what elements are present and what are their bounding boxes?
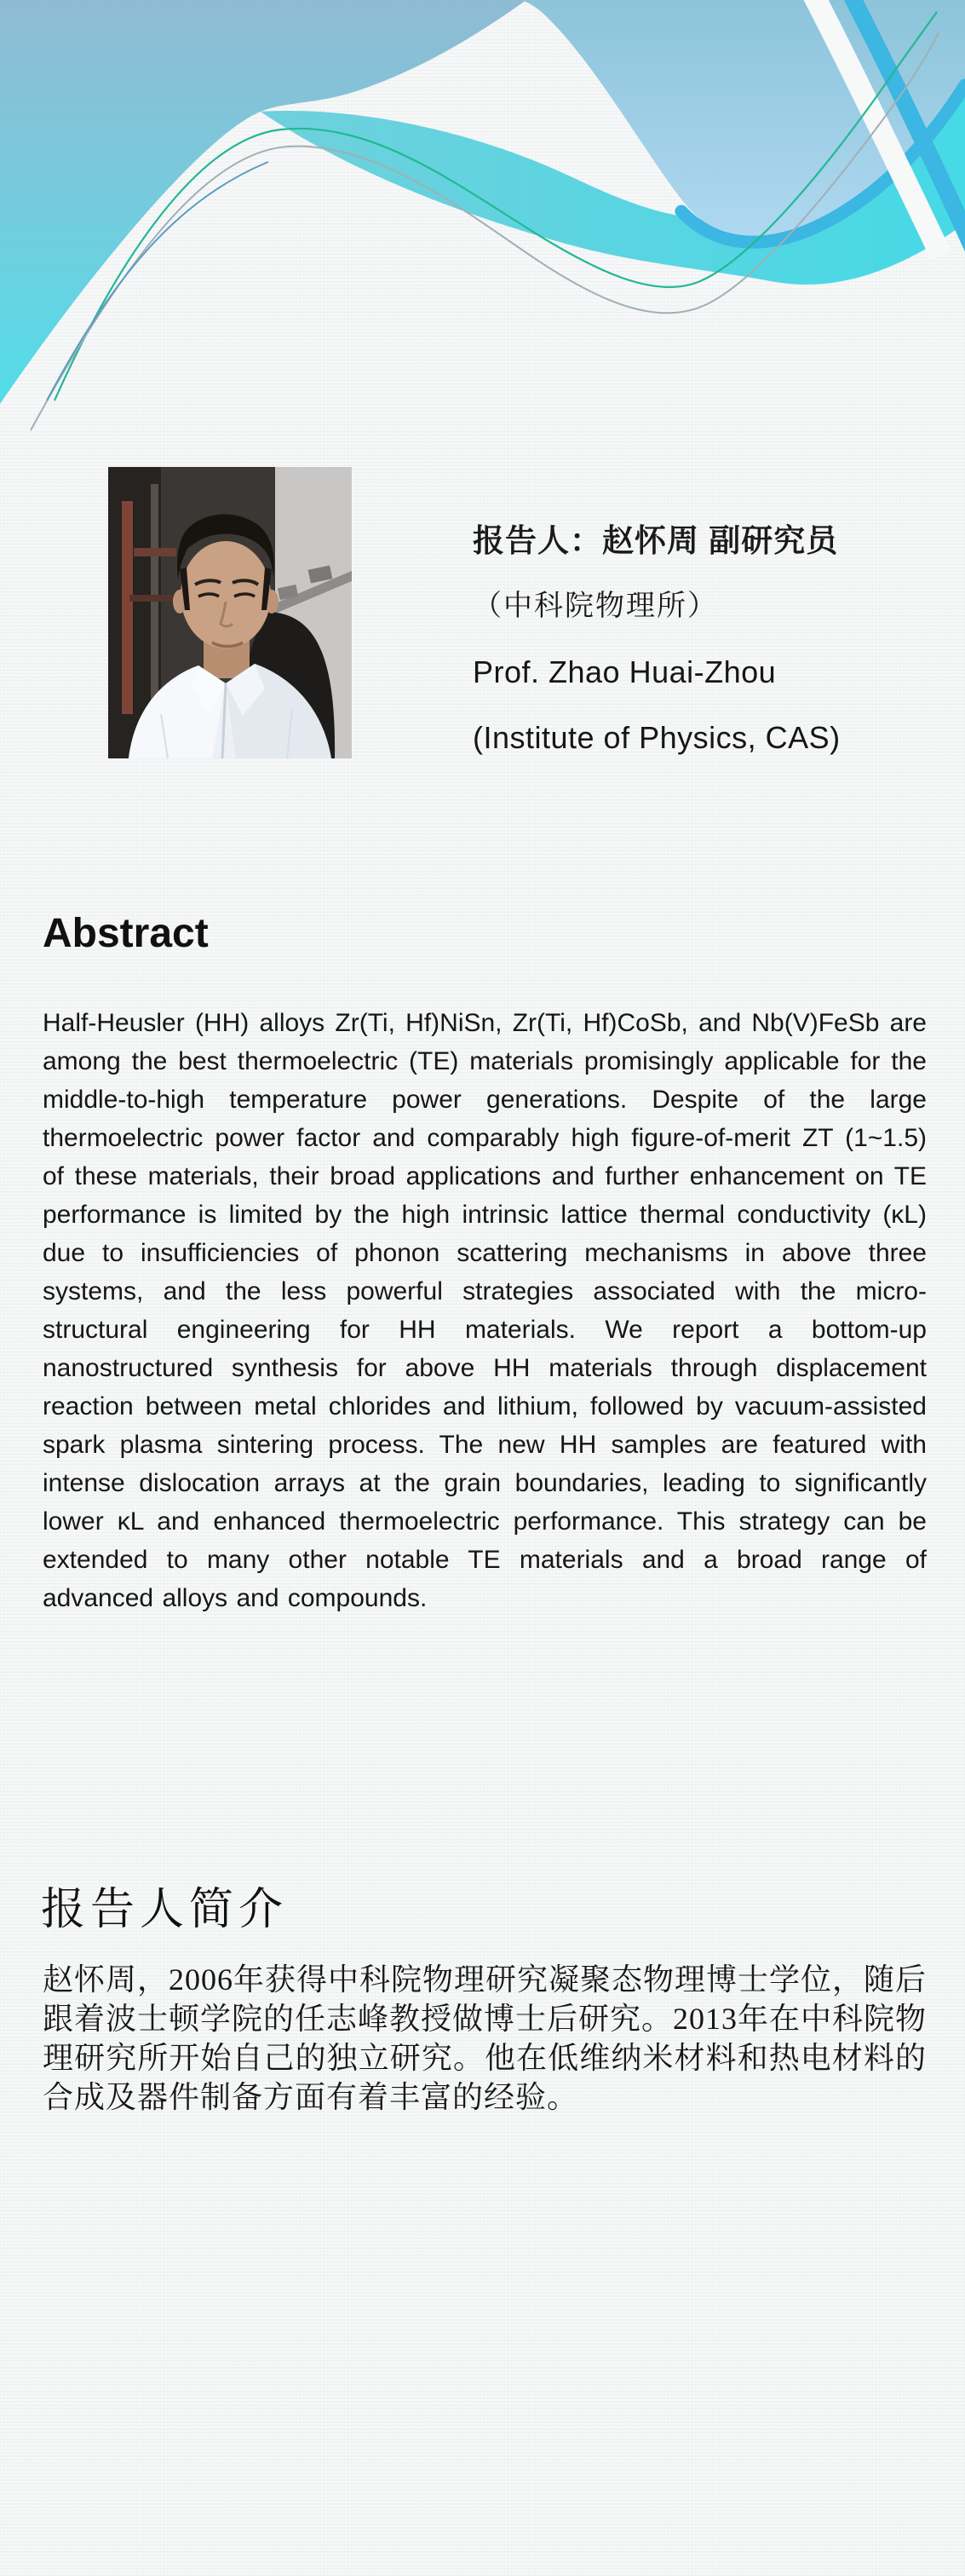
speaker-portrait-illustration <box>108 467 352 758</box>
abstract-heading: Abstract <box>43 911 209 956</box>
abstract-body: Half-Heusler (HH) alloys Zr(Ti, Hf)NiSn, Zr(Ti, Hf)CoSb, and Nb(V)FeSb are among the best thermoelectric (TE) materials promisingly applicable for the middle-to-high temperature power generations. Despite of the large thermoelectric power factor and comparably high figure-of-merit ZT (1~1.5) of these materials, their broad applications and further enhancement on TE performance is limited by the high intrinsic lattice thermal conductivity (κL) due to insufficiencies of phonon scattering mechanisms in above three systems, and the less powerful strategies associated with the micro-structural engineering for HH materials. We report a bottom-up nanostructured synthesis for above HH materials through displacement reaction between metal chlorides and lithium, followed by vacuum-assisted spark plasma sintering process. The new HH samples are featured with intense dislocation arrays at the grain boundaries, leading to significantly lower κL and enhanced thermoelectric performance. This strategy can be extended to many other notable TE materials and a broad range of advanced alloys and compounds. <box>43 1009 927 1612</box>
speaker-name-en: Prof. Zhao Huai-Zhou <box>473 654 777 689</box>
speaker-affiliation-cn: （中科院物理所） <box>473 591 718 622</box>
speaker-name-cn: 报告人：赵怀周 副研究员 <box>473 523 839 558</box>
speaker-info <box>473 508 933 770</box>
bio-heading: 报告人简介 <box>41 1886 289 1934</box>
speaker-photo <box>108 467 352 758</box>
bio-body: 赵怀周，2006年获得中科院物理研究凝聚态物理博士学位，随后跟着波士顿学院的任志峰教授做博士后研究。2013年在中科院物理研究所开始自己的独立研究。他在低维纳米材料和热电材料的合成及器件制备方面有着丰富的经验。 <box>43 1962 928 2114</box>
speaker-affiliation-en: (Institute of Physics, CAS) <box>473 720 841 755</box>
header-wave-graphic <box>0 0 965 494</box>
